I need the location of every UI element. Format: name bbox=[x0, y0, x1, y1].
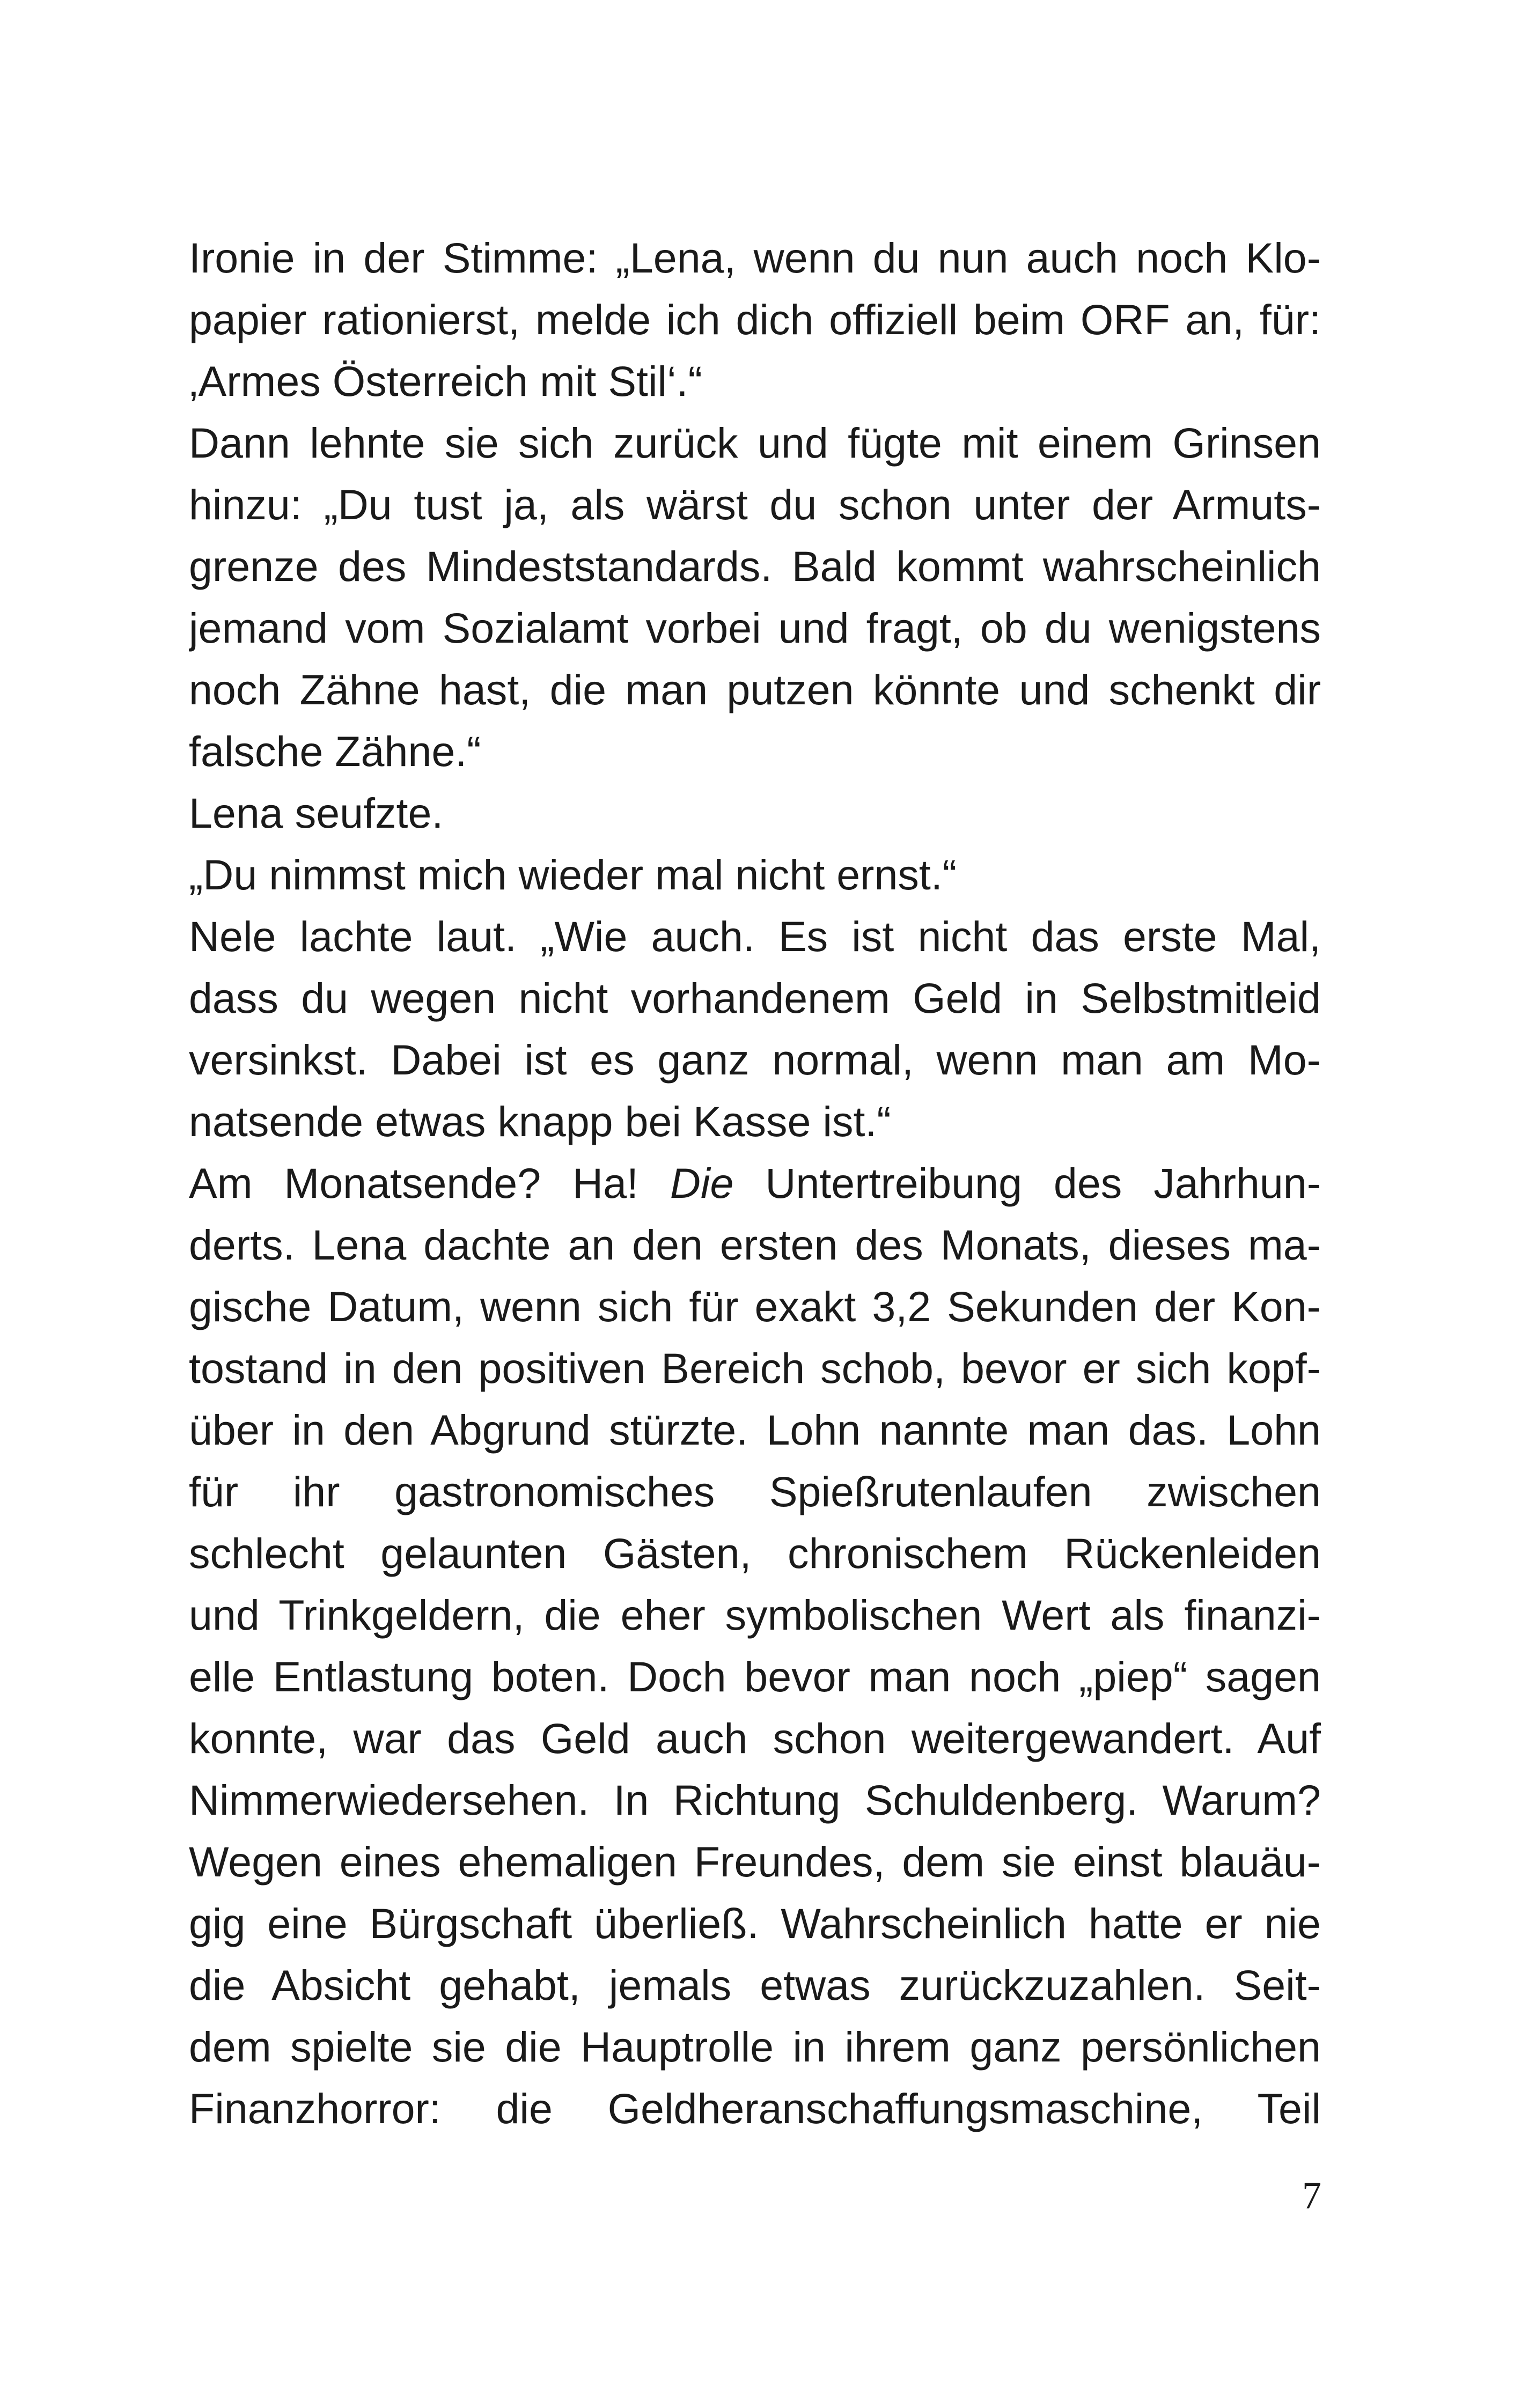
text-line: noch Zähne hast, die man putzen könnte und schenkt dir bbox=[189, 666, 1321, 713]
text-line: die Absicht gehabt, jemals etwas zurückzuzahlen. Seit- bbox=[189, 1961, 1321, 2009]
italic-emphasis: Die bbox=[670, 1159, 734, 1207]
text-segment: Am Monatsende? Ha! bbox=[189, 1159, 670, 1207]
text-line: Wegen eines ehemaligen Freundes, dem sie einst blauäu- bbox=[189, 1838, 1321, 1886]
text-line: tostand in den positiven Bereich schob, bevor er sich kopf- bbox=[189, 1344, 1321, 1392]
body-text bbox=[189, 227, 1321, 2139]
text-line: Nele lachte laut. „Wie auch. Es ist nicht das erste Mal, bbox=[189, 912, 1321, 960]
text-line: konnte, war das Geld auch schon weitergewandert. Auf bbox=[189, 1714, 1321, 1762]
text-line: dem spielte sie die Hauptrolle in ihrem ganz persönlichen bbox=[189, 2023, 1321, 2071]
text-line: Lena seufzte. bbox=[189, 789, 444, 837]
text-line bbox=[189, 1152, 1321, 1214]
text-line: und Trinkgeldern, die eher symbolischen Wert als finanzi- bbox=[189, 1591, 1321, 1639]
text-line: jemand vom Sozialamt vorbei und fragt, ob du wenigstens bbox=[189, 604, 1321, 652]
text-line: versinkst. Dabei ist es ganz normal, wenn man am Mo- bbox=[189, 1036, 1321, 1084]
text-line: schlecht gelaunten Gästen, chronischem Rückenleiden bbox=[189, 1529, 1321, 1577]
text-line: für ihr gastronomisches Spießrutenlaufen zwischen bbox=[189, 1468, 1321, 1515]
text-line: elle Entlastung boten. Doch bevor man noch „piep“ sagen bbox=[189, 1653, 1321, 1700]
text-line: falsche Zähne.“ bbox=[189, 727, 481, 775]
text-line: „Du nimmst mich wieder mal nicht ernst.“ bbox=[189, 851, 957, 899]
text-line: über in den Abgrund stürzte. Lohn nannte man das. Lohn bbox=[189, 1406, 1321, 1454]
text-line: natsende etwas knapp bei Kasse ist.“ bbox=[189, 1098, 891, 1145]
text-line: Nimmerwiedersehen. In Richtung Schuldenberg. Warum? bbox=[189, 1776, 1321, 1824]
text-line: grenze des Mindeststandards. Bald kommt wahrscheinlich bbox=[189, 542, 1321, 590]
text-line: Finanzhorror: die Geldheranschaffungsmaschine, Teil bbox=[189, 2085, 1321, 2132]
text-line: Ironie in der Stimme: „Lena, wenn du nun auch noch Klo- bbox=[189, 234, 1321, 282]
text-line: hinzu: „Du tust ja, als wärst du schon unter der Armuts- bbox=[189, 481, 1321, 528]
text-line: Dann lehnte sie sich zurück und fügte mit einem Grinsen bbox=[189, 419, 1321, 467]
text-line: dass du wegen nicht vorhandenem Geld in Selbstmitleid bbox=[189, 974, 1321, 1022]
text-line: ‚Armes Österreich mit Stil‘.“ bbox=[189, 357, 702, 405]
text-line: papier rationierst, melde ich dich offiziell beim ORF an, für: bbox=[189, 296, 1321, 343]
text-line: gig eine Bürgschaft überließ. Wahrscheinlich hatte er nie bbox=[189, 1899, 1321, 1947]
text-segment: Untertreibung des Jahrhun- bbox=[733, 1159, 1321, 1207]
text-line: derts. Lena dachte an den ersten des Monats, dieses ma- bbox=[189, 1221, 1321, 1269]
text-line: gische Datum, wenn sich für exakt 3,2 Sekunden der Kon- bbox=[189, 1283, 1321, 1330]
page-number: 7 bbox=[1302, 2174, 1321, 2217]
